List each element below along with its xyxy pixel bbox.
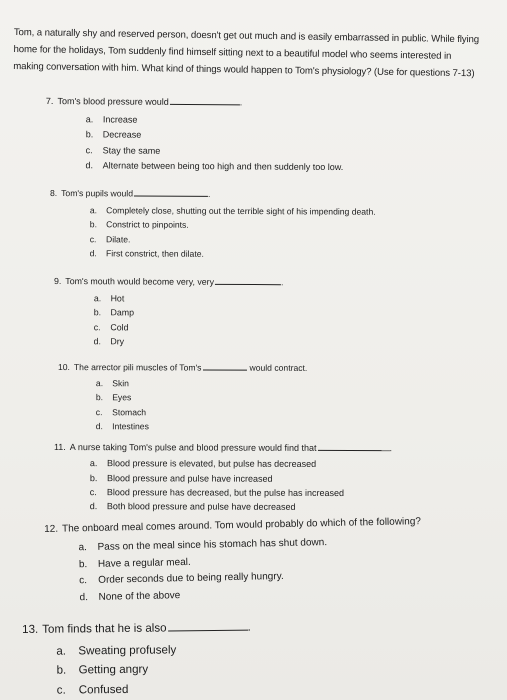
question-number: 8. — [49, 187, 58, 199]
option-text: Getting angry — [78, 662, 149, 677]
question-13 — [22, 618, 252, 700]
question-stem — [50, 186, 376, 202]
question-text: The arrector pili muscles of Tom's — [73, 362, 202, 373]
question-stem — [22, 618, 251, 640]
option-text: Intestines — [112, 421, 149, 432]
option-text: Alternate between being too high and then suddenly too low. — [102, 160, 344, 173]
option-letter: a. — [78, 541, 88, 554]
option-text: Pass on the meal since his stomach has shut down. — [97, 536, 328, 553]
option-letter: a. — [89, 458, 98, 469]
question-number: 13. — [22, 622, 39, 636]
question-10 — [58, 360, 308, 434]
answer-blank — [215, 276, 281, 285]
option-list — [54, 456, 392, 514]
option-text: Decrease — [102, 129, 142, 140]
question-suffix: would contract. — [249, 362, 308, 373]
answer-option — [94, 334, 284, 349]
answer-option — [90, 232, 376, 248]
option-text: Sweating profusely — [78, 642, 177, 657]
answer-option — [96, 391, 307, 406]
option-list — [50, 202, 376, 262]
option-letter: c. — [95, 406, 103, 417]
answer-option — [85, 158, 343, 175]
option-letter: b. — [93, 307, 102, 318]
option-list — [44, 533, 422, 608]
option-letter: c. — [56, 683, 66, 697]
option-text: Blood pressure and pulse have increased — [106, 472, 273, 484]
question-number: 7. — [45, 95, 54, 107]
answer-option — [96, 405, 307, 420]
question-suffix: . — [280, 277, 284, 288]
question-suffix: . — [389, 443, 393, 454]
answer-option — [56, 659, 251, 681]
option-text: Blood pressure is elevated, but pulse has decreased — [106, 458, 317, 470]
answer-option — [86, 112, 344, 129]
question-9 — [54, 274, 284, 350]
answer-option — [90, 203, 376, 219]
option-letter: d. — [89, 248, 97, 259]
answer-option — [94, 291, 284, 306]
option-list — [54, 290, 284, 349]
answer-option — [90, 485, 392, 500]
answer-option — [96, 376, 307, 391]
question-suffix: . — [239, 97, 243, 108]
option-letter: b. — [56, 663, 67, 677]
option-text: Hot — [110, 292, 125, 303]
option-text: Dry — [110, 336, 125, 347]
option-list — [22, 639, 251, 700]
question-8 — [50, 186, 376, 262]
option-list — [58, 376, 308, 434]
option-text: Both blood pressure and pulse have decreased — [106, 501, 296, 513]
answer-option — [96, 419, 307, 434]
answer-blank — [318, 442, 390, 451]
option-letter: d. — [85, 160, 94, 171]
answer-blank — [170, 96, 240, 105]
answer-option — [56, 639, 251, 661]
answer-option — [90, 456, 392, 471]
option-text: Eyes — [112, 392, 132, 403]
option-text: Blood pressure has decreased, but the pulse has increased — [106, 487, 345, 498]
option-letter: b. — [95, 392, 104, 403]
option-text: Damp — [110, 307, 135, 318]
option-letter: a. — [95, 378, 104, 389]
option-text: Stomach — [112, 406, 147, 417]
question-number: 12. — [44, 523, 59, 535]
question-text: Tom's pupils would — [61, 188, 134, 199]
option-text: Completely close, shutting out the terrible sight of his impending death. — [106, 204, 376, 217]
answer-option — [86, 143, 344, 160]
question-text: Tom finds that he is also — [42, 621, 167, 636]
question-number: 11. — [53, 442, 66, 453]
answer-option — [57, 678, 252, 700]
option-letter: b. — [78, 558, 88, 570]
option-letter: c. — [79, 575, 88, 587]
option-letter: b. — [89, 219, 97, 230]
answer-option — [90, 246, 376, 262]
option-letter: a. — [85, 113, 94, 124]
option-letter: d. — [95, 420, 103, 431]
question-stem — [58, 360, 307, 375]
question-11 — [54, 440, 392, 515]
option-letter: c. — [85, 144, 93, 155]
question-text: Tom's blood pressure would — [57, 96, 169, 107]
option-letter: a. — [93, 292, 102, 303]
question-number: 9. — [53, 275, 62, 287]
option-letter: d. — [89, 501, 98, 512]
option-text: Increase — [102, 113, 138, 125]
option-letter: b. — [85, 129, 94, 140]
option-text: First constrict, then dilate. — [105, 248, 204, 259]
option-text: None of the above — [98, 590, 181, 604]
answer-blank — [168, 619, 248, 631]
scenario-paragraph: Tom, a naturally shy and reserved person, doesn't get out much and is easily embarrassed in public. While flying home for the holidays, Tom suddenly find himself sitting next to a beautiful model who seems interested in making conversation with him. What kind of things would happen to Tom's physiology? (Use for questions 7-13) — [13, 26, 480, 79]
option-text: Have a regular meal. — [97, 556, 191, 570]
question-suffix: . — [247, 620, 251, 634]
option-text: Constrict to pinpoints. — [106, 219, 189, 230]
question-text: A nurse taking Tom's pulse and blood pressure would find that — [69, 442, 317, 453]
option-text: Confused — [78, 682, 129, 696]
answer-option — [90, 217, 376, 233]
answer-option — [86, 127, 344, 144]
option-letter: c. — [89, 487, 97, 498]
question-7 — [45, 94, 343, 176]
question-number: 10. — [57, 362, 70, 373]
option-text: Dilate. — [106, 233, 131, 244]
question-12 — [44, 514, 423, 608]
question-stem — [46, 94, 344, 112]
option-letter: b. — [89, 472, 98, 483]
option-letter: c. — [89, 233, 97, 244]
answer-option — [94, 320, 284, 335]
answer-blank — [202, 362, 246, 371]
answer-option — [90, 499, 392, 514]
question-stem — [54, 440, 392, 455]
question-suffix: . — [207, 188, 211, 199]
option-text: Skin — [112, 378, 129, 389]
option-letter: d. — [93, 336, 102, 347]
option-text: Stay the same — [102, 144, 161, 156]
question-stem — [54, 274, 284, 290]
option-text: Order seconds due to being really hungry. — [98, 571, 284, 587]
question-text: Tom's mouth would become very, very — [65, 276, 215, 287]
option-letter: d. — [79, 592, 89, 604]
option-list — [45, 111, 343, 175]
option-letter: a. — [56, 644, 67, 658]
option-text: Cold — [110, 321, 129, 332]
option-letter: c. — [93, 321, 101, 332]
answer-option — [94, 305, 284, 320]
answer-option — [90, 471, 392, 486]
option-letter: a. — [89, 204, 98, 215]
question-text: The onboard meal comes around. Tom would probably do which of the following? — [61, 516, 422, 535]
answer-blank — [134, 188, 211, 199]
